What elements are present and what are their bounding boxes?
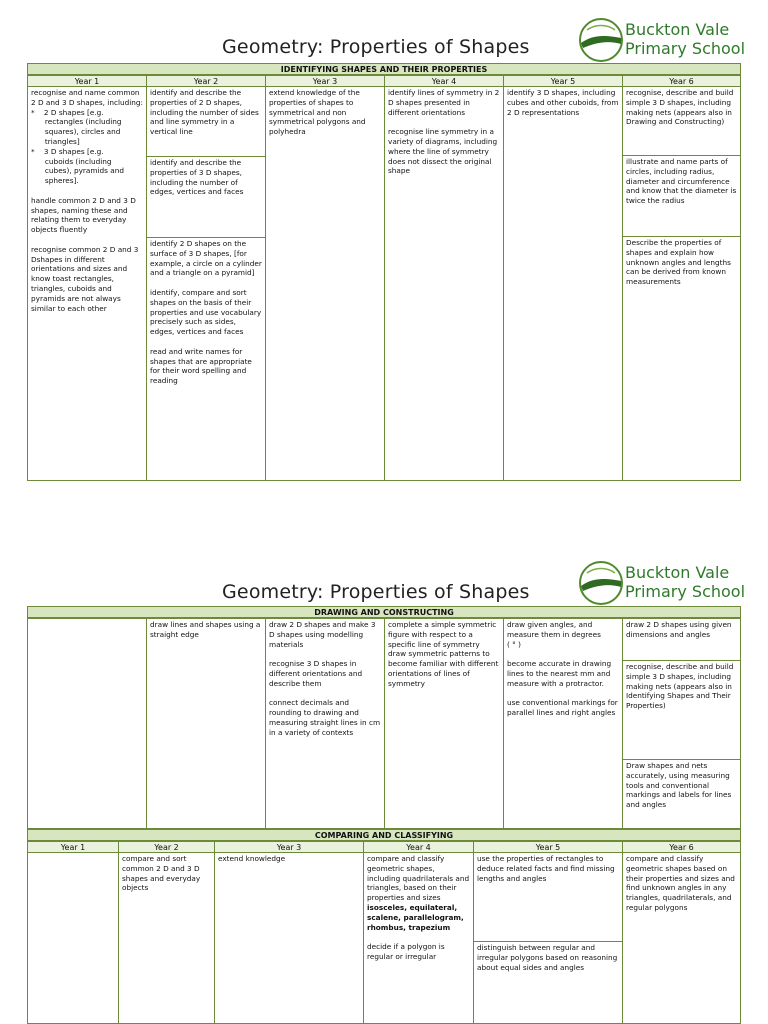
year-header: Year 2 <box>118 841 215 853</box>
drawing-year6-cell-a: draw 2 D shapes using given dimensions and angles <box>622 618 741 661</box>
page-title: Geometry: Properties of Shapes <box>222 36 530 58</box>
year-header: Year 4 <box>384 75 504 87</box>
drawing-year1-cell <box>27 618 147 829</box>
comparing-year4-cell <box>363 852 474 1024</box>
identifying-year6-cell-c: Describe the properties of shapes and explain how unknown angles and lengths can be derived from known measurements <box>622 236 741 481</box>
identifying-year2-cell-b: identify and describe the properties of 3 D shapes, including the number of edges, vertices and faces <box>146 156 266 238</box>
identifying-year6-cell-a: recognise, describe and build simple 3 D shapes, including making nets (appears also in Drawing and Constructing) <box>622 86 741 156</box>
identifying-year1-cell: recognise and name common 2 D and 3 D shapes, including: * 2 D shapes [e.g. rectangles (including squares), circles and triangles] * 3 D shapes [e.g. cuboids (including cubes), pyramids and spheres]. handle common 2 D and 3 D shapes, naming these and relating them to everyday objects fluently recognise common 2 D and 3 Dshapes in different orientations and sizes and know toast rectangles, triangles, cuboids and pyramids are not always similar to each other <box>27 86 147 481</box>
year-header: Year 6 <box>622 75 741 87</box>
school-name-line2: Primary School <box>625 39 746 58</box>
comparing-year6-cell: compare and classify geometric shapes based on their properties and sizes and find unknown angles in any triangles, quadrilaterals, and regular polygons <box>622 852 741 1024</box>
school-name-line1: Buckton Vale <box>625 20 730 39</box>
school-name-line2: Primary School <box>625 582 746 601</box>
school-logo <box>577 559 625 607</box>
identifying-year2-cell-a: identify and describe the properties of 2 D shapes, including the number of sides and line symmetry in a vertical line <box>146 86 266 157</box>
identifying-year4-cell: identify lines of symmetry in 2 D shapes presented in different orientations recognise line symmetry in a variety of diagrams, including where the line of symmetry does not dissect the original shape <box>384 86 504 481</box>
school-logo <box>577 16 625 64</box>
school-name <box>625 563 745 601</box>
section-drawing-header: DRAWING AND CONSTRUCTING <box>27 606 741 618</box>
drawing-year5-cell: draw given angles, and measure them in degrees ( ° ) become accurate in drawing lines to the nearest mm and measure with a protractor. use conventional markings for parallel lines and right angles <box>503 618 623 829</box>
school-name-line1: Buckton Vale <box>625 563 730 582</box>
year-header: Year 1 <box>27 75 147 87</box>
year-header: Year 5 <box>473 841 623 853</box>
comparing-year4-text: compare and classify geometric shapes, including quadrilaterals and triangles, based on their properties and sizes <box>367 854 472 903</box>
identifying-year6-cell-b: illustrate and name parts of circles, including radius, diameter and circumference and know that the diameter is twice the radius <box>622 155 741 237</box>
comparing-year4-shape-names: isosceles, equilateral, scalene, parallelogram, rhombus, trapezium <box>367 902 467 932</box>
year-header: Year 3 <box>265 75 385 87</box>
drawing-year2-cell: draw lines and shapes using a straight edge <box>146 618 266 829</box>
comparing-year2-cell: compare and sort common 2 D and 3 D shapes and everyday objects <box>118 852 215 1024</box>
year-header: Year 1 <box>27 841 119 853</box>
identifying-year3-cell: extend knowledge of the properties of shapes to symmetrical and non symmetrical polygons and polyhedra <box>265 86 385 481</box>
year-header: Year 3 <box>214 841 364 853</box>
drawing-year6-cell-c: Draw shapes and nets accurately, using measuring tools and conventional markings and labels for lines and angles <box>622 759 741 829</box>
school-name <box>625 20 745 58</box>
year-header: Year 5 <box>503 75 623 87</box>
year-header: Year 2 <box>146 75 266 87</box>
drawing-year4-cell: complete a simple symmetric figure with respect to a specific line of symmetry draw symmetric patterns to become familiar with different orientations of lines of symmetry <box>384 618 504 829</box>
drawing-year6-cell-b: recognise, describe and build simple 3 D shapes, including making nets (appears also in Identifying Shapes and Their Properties) <box>622 660 741 760</box>
year-header: Year 6 <box>622 841 741 853</box>
identifying-year2-cell-c: identify 2 D shapes on the surface of 3 D shapes, [for example, a circle on a cylinder and a triangle on a pyramid] identify, compare and sort shapes on the basis of their properties and use vocabulary precisely such as sides, edges, vertices and faces read and write names for shapes that are appropriate for their word spelling and reading <box>146 237 266 481</box>
comparing-year3-cell: extend knowledge <box>214 852 364 1024</box>
identifying-year5-cell: identify 3 D shapes, including cubes and other cuboids, from 2 D representations <box>503 86 623 481</box>
comparing-year4-text-2: decide if a polygon is regular or irregular <box>367 942 447 961</box>
drawing-year3-cell: draw 2 D shapes and make 3 D shapes using modelling materials recognise 3 D shapes in different orientations and describe them connect decimals and rounding to drawing and measuring straight lines in cm in a variety of contexts <box>265 618 385 829</box>
page-title: Geometry: Properties of Shapes <box>222 581 530 603</box>
comparing-year5-cell-b: distinguish between regular and irregular polygons based on reasoning about equal sides and angles <box>473 941 623 1024</box>
section-comparing-header: COMPARING AND CLASSIFYING <box>27 829 741 841</box>
comparing-year1-cell <box>27 852 119 1024</box>
year-header: Year 4 <box>363 841 474 853</box>
comparing-year5-cell-a: use the properties of rectangles to deduce related facts and find missing lengths and angles <box>473 852 623 942</box>
section-identifying-header: IDENTIFYING SHAPES AND THEIR PROPERTIES <box>27 63 741 75</box>
